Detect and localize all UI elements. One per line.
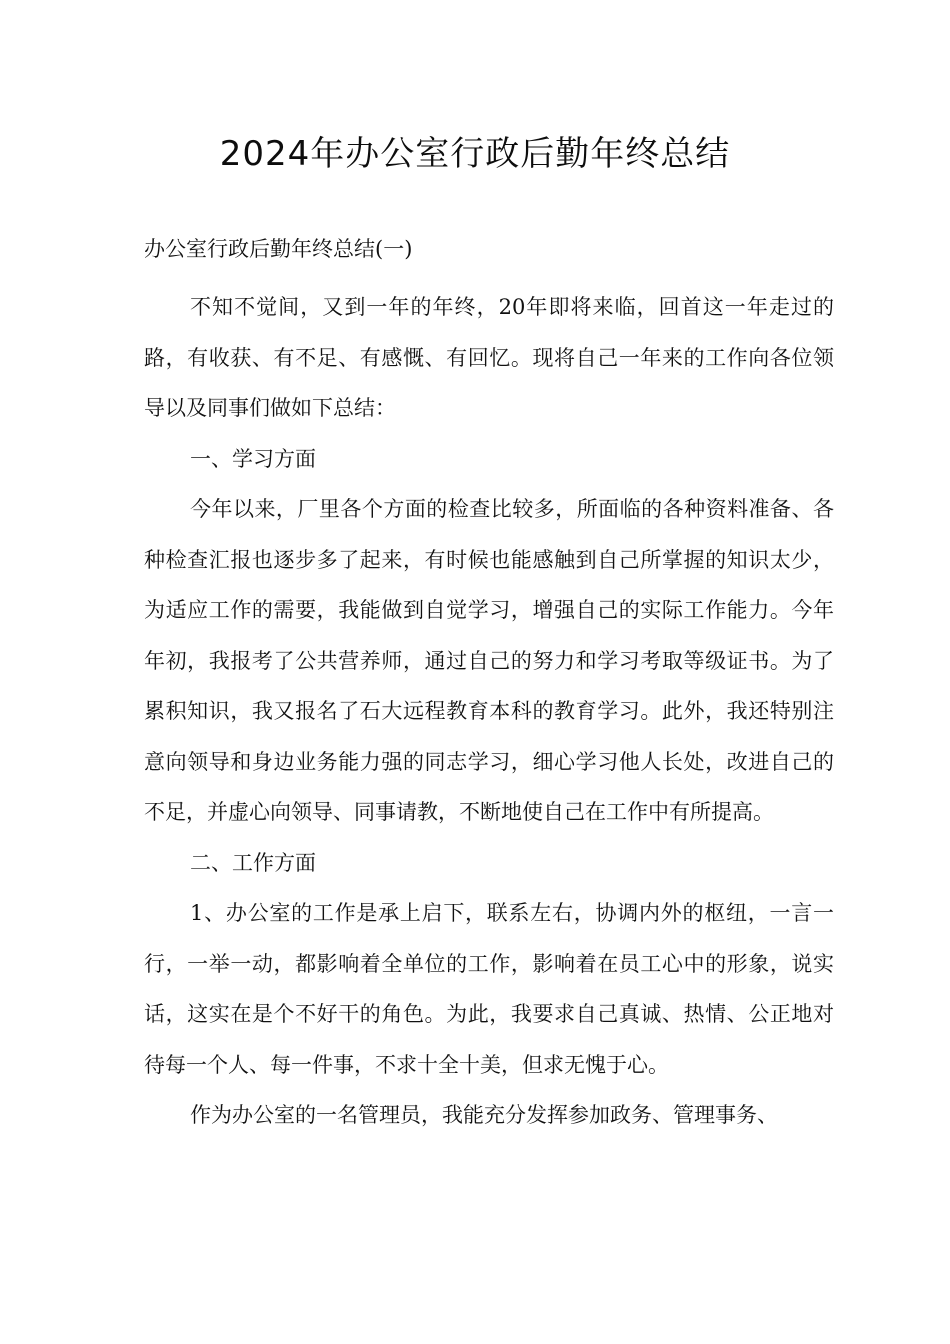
section-subtitle: 办公室行政后勤年终总结(一) [144, 237, 413, 261]
paragraph-study: 今年以来，厂里各个方面的检查比较多，所面临的各种资料准备、各种检查汇报也逐步多了起来，有时候也能感触到自己所掌握的知识太少，为适应工作的需要，我能做到自觉学习，增强自己的实际工作能力。今年年初，我报考了公共营养师，通过自己的努力和学习考取等级证书。为了累积知识，我又报名了石大远程教育本科的教育学习。此外，我还特别注意向领导和身边业务能力强的同志学习，细心学习他人长处，改进自己的不足，并虚心向领导、同事请教，不断地使自己在工作中有所提高。 [144, 497, 834, 824]
document-body [144, 282, 834, 1141]
heading-work: 二、工作方面 [190, 850, 316, 875]
heading-study: 一、学习方面 [190, 446, 316, 471]
paragraph-work-2: 作为办公室的一名管理员，我能充分发挥参加政务、管理事务、 [190, 1103, 778, 1127]
document-title: 2024年办公室行政后勤年终总结 [219, 134, 731, 174]
paragraph-intro: 不知不觉间，又到一年的年终，20年即将来临，回首这一年走过的路，有收获、有不足、有感慨、有回忆。现将自己一年来的工作向各位领导以及同事们做如下总结： [144, 295, 834, 420]
paragraph-work-1: 1、办公室的工作是承上启下，联系左右，协调内外的枢纽，一言一行，一举一动，都影响着全单位的工作，影响着在员工心中的形象，说实话，这实在是个不好干的角色。为此，我要求自己真诚、热情、公正地对待每一个人、每一件事，不求十全十美，但求无愧于心。 [144, 901, 834, 1077]
